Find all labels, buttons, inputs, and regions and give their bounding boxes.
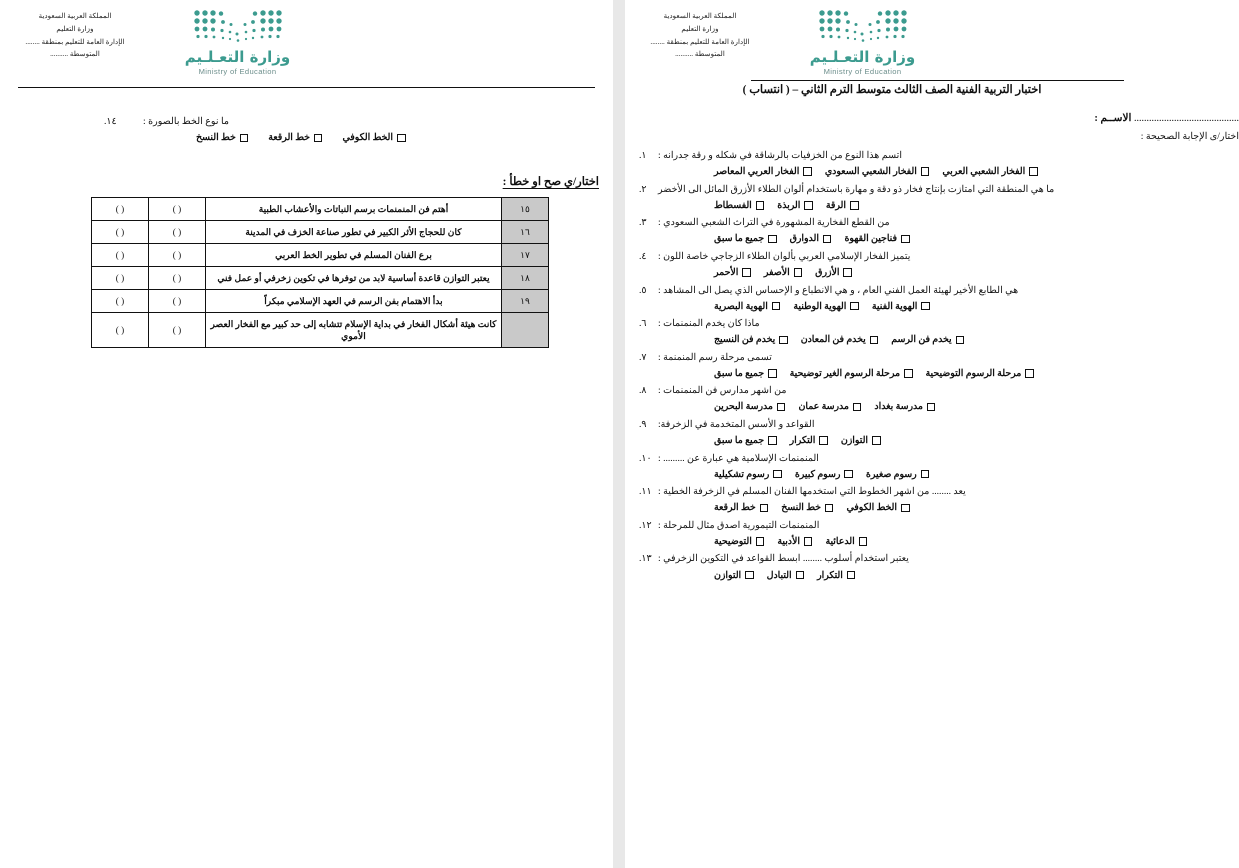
tf-instruction: اختار/ي صح او خطأ : bbox=[502, 176, 599, 189]
checkbox-icon[interactable] bbox=[768, 436, 777, 445]
question-14 bbox=[14, 115, 599, 143]
title-rule bbox=[751, 80, 1124, 81]
question-text: اتسم هذا النوع من الخزفيات بالرشاقة في شكله و رقة جدرانه : bbox=[658, 150, 903, 162]
answer-option-label: الأزرق bbox=[815, 268, 840, 279]
question-text: من القطع الفخارية المشهورة في التراث الشعبي السعودي : bbox=[658, 217, 890, 229]
question-options bbox=[639, 435, 1225, 446]
answer-option[interactable] bbox=[714, 334, 788, 345]
answer-option-label: جميع ما سبق bbox=[714, 234, 765, 245]
answer-option-label: التوازن bbox=[840, 436, 869, 447]
question-options bbox=[639, 233, 1225, 244]
answer-cell-2[interactable]: ( ) bbox=[92, 267, 149, 290]
checkbox-icon[interactable] bbox=[756, 201, 765, 210]
answer-option[interactable] bbox=[714, 166, 812, 177]
question-number: ٥. bbox=[639, 284, 647, 296]
question-number: ١٠. bbox=[639, 452, 652, 464]
checkbox-icon[interactable] bbox=[768, 369, 777, 378]
checkbox-icon[interactable] bbox=[823, 235, 832, 244]
ministry-address-block-2 bbox=[0, 7, 150, 61]
name-dots-line[interactable]: .......................................... bbox=[1134, 113, 1239, 125]
table-row bbox=[92, 267, 549, 290]
question-options bbox=[639, 267, 1225, 278]
answer-option-label: الخط الكوفي bbox=[342, 133, 393, 144]
answer-option-label: يخدم فن المعادن bbox=[800, 335, 866, 346]
answer-option-label: يخدم فن الرسم bbox=[891, 335, 952, 346]
answer-option[interactable] bbox=[342, 132, 405, 143]
answer-option[interactable] bbox=[801, 334, 879, 345]
letterhead-line-1: المملكة العربية السعودية bbox=[663, 12, 737, 20]
answer-option[interactable] bbox=[777, 200, 813, 211]
question-stem bbox=[639, 485, 1225, 499]
answer-option[interactable] bbox=[714, 233, 777, 244]
question-item bbox=[639, 519, 1225, 547]
checkbox-icon[interactable] bbox=[872, 436, 881, 445]
answer-cell-2[interactable]: ( ) bbox=[92, 244, 149, 267]
question-stem bbox=[639, 552, 1225, 566]
checkbox-icon[interactable] bbox=[825, 504, 834, 513]
answer-option-label: خط النسخ bbox=[781, 503, 821, 514]
checkbox-icon[interactable] bbox=[904, 369, 913, 378]
question-options bbox=[639, 502, 1225, 513]
answer-option-label: الرقة bbox=[825, 200, 847, 211]
ministry-logo-left bbox=[775, 7, 950, 76]
answer-option[interactable] bbox=[825, 166, 930, 177]
answer-option[interactable] bbox=[798, 401, 861, 412]
question-text: يتميز الفخار الإسلامي العربي بألوان الطلاء الزجاجي خاصة اللون : bbox=[658, 250, 911, 262]
checkbox-icon[interactable] bbox=[901, 504, 910, 513]
letterhead-line-2: وزارة التعليم bbox=[681, 24, 719, 33]
question-number: ٣. bbox=[639, 217, 647, 229]
question-number: ٤. bbox=[639, 250, 647, 262]
answer-option[interactable] bbox=[844, 233, 909, 244]
mcq-question-list bbox=[625, 149, 1239, 580]
checkbox-icon[interactable] bbox=[240, 134, 249, 143]
question-item bbox=[639, 250, 1225, 278]
answer-option[interactable] bbox=[714, 301, 780, 312]
ministry-address-block bbox=[625, 7, 775, 61]
row-number-cell: ١٥ bbox=[502, 198, 549, 221]
answer-option-label: مدرسة البحرين bbox=[714, 402, 773, 413]
statement-cell: برع الفنان المسلم في تطوير الخط العربي bbox=[206, 244, 502, 267]
moe-dots-icon-2 bbox=[192, 9, 284, 45]
question-options bbox=[639, 200, 1225, 211]
checkbox-icon[interactable] bbox=[850, 302, 859, 311]
answer-option[interactable] bbox=[846, 502, 909, 513]
answer-option-label: الدعائية bbox=[825, 536, 855, 547]
checkbox-icon[interactable] bbox=[745, 571, 754, 580]
answer-cell-2[interactable]: ( ) bbox=[92, 198, 149, 221]
statement-cell: بدأ الاهتمام بفن الرسم في العهد الإسلامي مبكراً bbox=[206, 290, 502, 313]
question-stem bbox=[639, 250, 1225, 264]
logo-word-arabic: وزارة التعـلـيم bbox=[809, 48, 916, 66]
logo-word-english-2: Ministry of Education bbox=[198, 67, 277, 76]
checkbox-icon[interactable] bbox=[314, 134, 323, 143]
statement-cell: أهتم فن المنمنمات برسم النباتات والأعشاب الطبية bbox=[206, 198, 502, 221]
page-gutter bbox=[613, 0, 625, 868]
question-item bbox=[639, 485, 1225, 513]
answer-option[interactable] bbox=[714, 469, 782, 480]
question-number: ١٢. bbox=[639, 519, 652, 531]
answer-option-label: الفسطاط bbox=[714, 200, 752, 211]
answer-option-label: رسوم تشكيلية bbox=[714, 469, 770, 480]
checkbox-icon[interactable] bbox=[921, 167, 930, 176]
logo-word-english: Ministry of Education bbox=[823, 67, 902, 76]
statement-cell: كانت هيئة أشكال الفخار في بداية الإسلام تتشابه إلى حد كبير مع الفخار العصر الأموي bbox=[206, 313, 502, 348]
answer-option[interactable] bbox=[926, 368, 1034, 379]
table-row bbox=[92, 313, 549, 348]
checkbox-icon[interactable] bbox=[1029, 167, 1038, 176]
letterhead-line-1-b: المملكة العربية السعودية bbox=[38, 12, 112, 20]
question-text: ما هي المنطقة التي امتازت بإنتاج فخار ذو دقة و مهارة باستخدام ألوان الطلاء الأزرق المائل الى الأخضر bbox=[658, 183, 1055, 195]
question-stem bbox=[639, 418, 1225, 432]
checkbox-icon[interactable] bbox=[850, 201, 859, 210]
question-options bbox=[639, 301, 1225, 312]
checkbox-icon[interactable] bbox=[804, 201, 813, 210]
question-options bbox=[639, 536, 1225, 547]
statement-cell: كان للحجاج الأثر الكبير في تطور صناعة الخزف في المدينة bbox=[206, 221, 502, 244]
answer-option-label: رسوم كبيرة bbox=[794, 469, 841, 480]
page-2-body bbox=[0, 115, 613, 348]
checkbox-icon[interactable] bbox=[819, 436, 828, 445]
checkbox-icon[interactable] bbox=[756, 537, 765, 546]
question-item bbox=[639, 418, 1225, 446]
answer-option[interactable] bbox=[268, 132, 322, 143]
true-false-table bbox=[91, 197, 549, 348]
question-item bbox=[639, 216, 1225, 244]
answer-option-label: مرحلة الرسوم الغير توضيحية bbox=[789, 368, 901, 379]
question-text: المنمنمات التيمورية اصدق مثال للمرحلة : bbox=[658, 519, 820, 531]
checkbox-icon[interactable] bbox=[773, 470, 782, 479]
question-14-text: ما نوع الخط بالصورة : bbox=[143, 116, 230, 128]
answer-option-label: الفخار الشعبي السعودي bbox=[824, 167, 917, 178]
checkbox-icon[interactable] bbox=[760, 504, 769, 513]
letterhead-right bbox=[0, 0, 613, 76]
letterhead-line-3: الإدارة العامة للتعليم بمنطقة ........ bbox=[650, 37, 750, 46]
checkbox-icon[interactable] bbox=[742, 268, 751, 277]
answer-option[interactable] bbox=[714, 570, 754, 581]
question-item bbox=[639, 317, 1225, 345]
answer-option-label: فناجين القهوة bbox=[844, 234, 897, 245]
answer-cell-1[interactable]: ( ) bbox=[149, 267, 206, 290]
question-number: ٧. bbox=[639, 351, 647, 363]
question-stem bbox=[639, 351, 1225, 365]
page-2 bbox=[0, 0, 613, 868]
question-14-number: ١٤. bbox=[104, 116, 117, 128]
checkbox-icon[interactable] bbox=[796, 571, 805, 580]
mcq-instruction: اختار/ى الإجابة الصحيحة : bbox=[1140, 131, 1239, 143]
answer-option[interactable] bbox=[866, 469, 929, 480]
answer-option-label: الهوية البصرية bbox=[714, 301, 768, 312]
question-text: المنمنمات الإسلامية هي عبارة عن ......... : bbox=[658, 452, 819, 464]
answer-option-label: جميع ما سبق bbox=[714, 436, 765, 447]
answer-option-label: الربذة bbox=[777, 200, 801, 211]
question-stem bbox=[639, 519, 1225, 533]
answer-option[interactable] bbox=[942, 166, 1037, 177]
question-text: تسمى مرحلة رسم المنمنمة : bbox=[658, 351, 772, 363]
question-text: من اشهر مدارس فن المنمنمات : bbox=[658, 385, 787, 397]
answer-option[interactable] bbox=[793, 301, 859, 312]
question-number: ٩. bbox=[639, 418, 647, 430]
question-options bbox=[639, 570, 1225, 581]
question-item bbox=[639, 149, 1225, 177]
question-stem bbox=[639, 216, 1225, 230]
answer-option[interactable] bbox=[872, 301, 930, 312]
answer-option[interactable] bbox=[714, 435, 777, 446]
checkbox-icon[interactable] bbox=[847, 571, 856, 580]
answer-option-label: مدرسة بغداد bbox=[874, 402, 923, 413]
row-number-cell bbox=[502, 313, 549, 348]
question-stem bbox=[639, 452, 1225, 466]
row-number-cell: ١٨ bbox=[502, 267, 549, 290]
answer-option-label: يخدم فن النسيج bbox=[714, 335, 776, 346]
answer-option-label: الخط الكوفي bbox=[846, 503, 897, 514]
answer-option[interactable] bbox=[764, 267, 802, 278]
question-14-options bbox=[14, 132, 599, 143]
answer-cell-1[interactable]: ( ) bbox=[149, 198, 206, 221]
answer-option-label: رسوم صغيرة bbox=[865, 469, 917, 480]
question-text: يعتبر استخدام أسلوب ........ ابسط القواعد في التكوين الزخرفي : bbox=[658, 553, 909, 565]
checkbox-icon[interactable] bbox=[859, 537, 868, 546]
answer-cell-2[interactable]: ( ) bbox=[92, 313, 149, 348]
answer-cell-1[interactable]: ( ) bbox=[149, 244, 206, 267]
answer-cell-1[interactable]: ( ) bbox=[149, 290, 206, 313]
answer-option[interactable] bbox=[714, 536, 764, 547]
page-1 bbox=[625, 0, 1239, 868]
answer-option-label: الهوية الوطنية bbox=[793, 301, 847, 312]
question-number: ١. bbox=[639, 150, 647, 162]
question-stem bbox=[639, 149, 1225, 163]
checkbox-icon[interactable] bbox=[794, 268, 803, 277]
statement-cell: يعتبر التوازن قاعدة أساسية لابد من توفرها في تكوين زخرفي أو عمل فني bbox=[206, 267, 502, 290]
answer-option[interactable] bbox=[790, 233, 832, 244]
checkbox-icon[interactable] bbox=[927, 403, 936, 412]
row-number-cell: ١٩ bbox=[502, 290, 549, 313]
question-number: ٦. bbox=[639, 318, 647, 330]
answer-cell-2[interactable]: ( ) bbox=[92, 290, 149, 313]
ministry-logo-right bbox=[150, 7, 325, 76]
question-options bbox=[639, 166, 1225, 177]
answer-cell-1[interactable]: ( ) bbox=[149, 313, 206, 348]
question-item bbox=[639, 351, 1225, 379]
question-options bbox=[639, 368, 1225, 379]
answer-option-label: خط الرقعة bbox=[714, 503, 756, 514]
question-number: ٨. bbox=[639, 385, 647, 397]
checkbox-icon[interactable] bbox=[901, 235, 910, 244]
question-text: هي الطابع الأخير لهيئة العمل الفني العام ، و هي الانطباع و الإحساس الذي يصل الى المشاهد : bbox=[658, 284, 1019, 296]
answer-cell-2[interactable]: ( ) bbox=[92, 221, 149, 244]
question-item bbox=[639, 452, 1225, 480]
checkbox-icon[interactable] bbox=[777, 403, 786, 412]
answer-option-label: التوضيحية bbox=[714, 536, 752, 547]
answer-option[interactable] bbox=[891, 334, 964, 345]
header-divider bbox=[18, 87, 595, 88]
answer-option-label: مرحلة الرسوم التوضيحية bbox=[925, 368, 1022, 379]
checkbox-icon[interactable] bbox=[779, 336, 788, 345]
answer-option[interactable] bbox=[826, 200, 859, 211]
answer-option[interactable] bbox=[714, 401, 785, 412]
letterhead-line-3-b: الإدارة العامة للتعليم بمنطقة ........ bbox=[25, 37, 125, 46]
answer-option-label: مدرسة عمان bbox=[798, 402, 849, 413]
answer-option[interactable] bbox=[817, 570, 855, 581]
answer-option[interactable] bbox=[790, 368, 913, 379]
question-number: ٢. bbox=[639, 183, 647, 195]
answer-option-label: الأدبية bbox=[777, 536, 800, 547]
question-stem bbox=[639, 384, 1225, 398]
checkbox-icon[interactable] bbox=[843, 268, 852, 277]
checkbox-icon[interactable] bbox=[397, 134, 406, 143]
answer-option-label: الهوية الفنية bbox=[871, 301, 918, 312]
table-row bbox=[92, 221, 549, 244]
letterhead-line-4: المتوسطة .......... bbox=[675, 50, 725, 59]
letterhead-left bbox=[625, 0, 1239, 76]
row-number-cell: ١٦ bbox=[502, 221, 549, 244]
question-item bbox=[639, 552, 1225, 580]
question-options bbox=[639, 334, 1225, 345]
page-title: اختبار التربية الفنية الصف الثالث متوسط الترم الثاني – ( انتساب ) bbox=[742, 84, 1042, 97]
answer-option[interactable] bbox=[781, 502, 833, 513]
checkbox-icon[interactable] bbox=[772, 302, 781, 311]
answer-option[interactable] bbox=[714, 502, 768, 513]
logo-word-arabic-2: وزارة التعـلـيم bbox=[184, 48, 291, 66]
question-text: القواعد و الأسس المتخدمة في الزخرفة: bbox=[658, 418, 815, 430]
answer-option[interactable] bbox=[714, 267, 751, 278]
answer-cell-1[interactable]: ( ) bbox=[149, 221, 206, 244]
question-stem bbox=[639, 284, 1225, 298]
answer-option[interactable] bbox=[714, 200, 764, 211]
answer-option-label: خط الرقعة bbox=[268, 133, 310, 144]
moe-dots-icon bbox=[817, 9, 909, 45]
checkbox-icon[interactable] bbox=[804, 537, 813, 546]
answer-option[interactable] bbox=[714, 368, 777, 379]
answer-option[interactable] bbox=[777, 536, 812, 547]
answer-option[interactable] bbox=[790, 435, 828, 446]
letterhead-line-4-b: المتوسطة .......... bbox=[50, 50, 100, 59]
question-item bbox=[639, 284, 1225, 312]
question-number: ١١. bbox=[639, 486, 652, 498]
answer-option-label: الفخار العربي المعاصر bbox=[714, 167, 800, 178]
question-stem bbox=[639, 183, 1225, 197]
answer-option-label: الأصفر bbox=[763, 268, 790, 279]
question-item bbox=[639, 384, 1225, 412]
answer-option[interactable] bbox=[874, 401, 935, 412]
checkbox-icon[interactable] bbox=[768, 235, 777, 244]
answer-option[interactable] bbox=[196, 132, 248, 143]
checkbox-icon[interactable] bbox=[870, 336, 879, 345]
checkbox-icon[interactable] bbox=[921, 302, 930, 311]
row-number-cell: ١٧ bbox=[502, 244, 549, 267]
answer-option-label: التوازن bbox=[714, 570, 742, 581]
checkbox-icon[interactable] bbox=[803, 167, 812, 176]
answer-option-label: الدوارق bbox=[789, 234, 819, 245]
answer-option[interactable] bbox=[815, 267, 852, 278]
student-name-row bbox=[625, 112, 1239, 124]
checkbox-icon[interactable] bbox=[921, 470, 930, 479]
question-text: ماذا كان يخدم المنمنمات : bbox=[658, 318, 760, 330]
answer-option-label: التكرار bbox=[817, 570, 843, 581]
question-number: ١٣. bbox=[639, 553, 652, 565]
answer-option[interactable] bbox=[825, 536, 867, 547]
answer-option-label: جميع ما سبق bbox=[714, 368, 765, 379]
answer-option-label: الفخار الشعبي العربي bbox=[942, 167, 1026, 178]
table-row bbox=[92, 244, 549, 267]
question-text: يعد ........ من اشهر الخطوط التي استخدمها الفنان المسلم في الزخرفة الخطية : bbox=[658, 486, 966, 498]
question-item bbox=[639, 183, 1225, 211]
checkbox-icon[interactable] bbox=[844, 470, 853, 479]
checkbox-icon[interactable] bbox=[853, 403, 862, 412]
checkbox-icon[interactable] bbox=[956, 336, 965, 345]
answer-option[interactable] bbox=[841, 435, 881, 446]
question-options bbox=[639, 469, 1225, 480]
exam-title-block bbox=[625, 80, 1239, 96]
answer-option-label: الأحمر bbox=[714, 268, 739, 279]
question-options bbox=[639, 401, 1225, 412]
table-row bbox=[92, 290, 549, 313]
answer-option-label: التكرار bbox=[789, 436, 816, 447]
question-stem bbox=[639, 317, 1225, 331]
answer-option-label: خط النسخ bbox=[196, 133, 236, 144]
answer-option-label: التبادل bbox=[766, 570, 792, 581]
checkbox-icon[interactable] bbox=[1025, 369, 1034, 378]
letterhead-line-2-b: وزارة التعليم bbox=[56, 24, 94, 33]
table-row bbox=[92, 198, 549, 221]
answer-option[interactable] bbox=[795, 469, 853, 480]
name-label: الاســم : bbox=[1094, 113, 1132, 125]
answer-option[interactable] bbox=[767, 570, 804, 581]
